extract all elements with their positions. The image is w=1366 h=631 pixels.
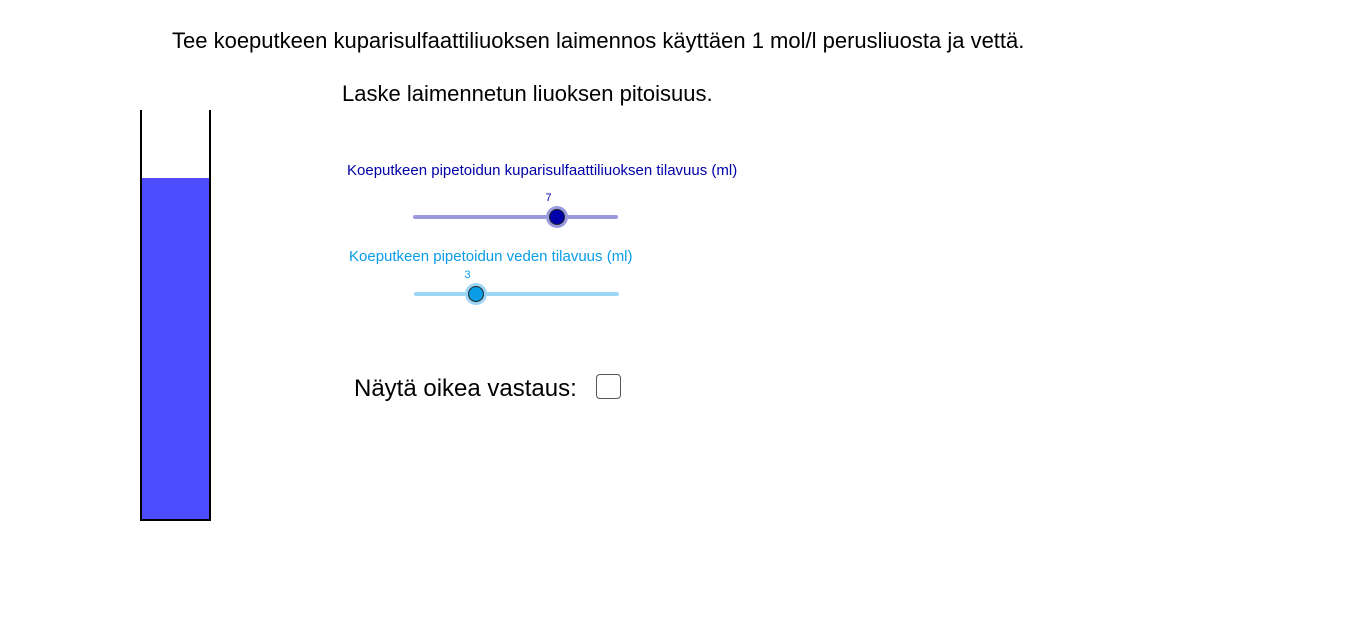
tube-liquid [142,178,209,520]
page-title: Tee koeputkeen kuparisulfaattiliuoksen laimennos käyttäen 1 mol/l perusliuosta ja vettä. [172,28,1025,53]
show-answer-label: Näytä oikea vastaus: [354,375,577,402]
water-slider-label: Koeputkeen pipetoidun veden tilavuus (ml) [349,248,633,265]
copper-slider-value: 7 [545,192,552,204]
instruction-text: Laske laimennetun liuoksen pitoisuus. [342,81,713,106]
water-slider-track[interactable] [414,292,619,296]
water-slider-value: 3 [464,269,471,281]
test-tube [140,110,211,521]
copper-slider-handle[interactable] [549,209,565,225]
copper-slider-track[interactable] [413,215,618,219]
copper-slider-label: Koeputkeen pipetoidun kuparisulfaattiliuoksen tilavuus (ml) [347,162,738,179]
show-answer-checkbox[interactable] [596,374,621,399]
water-slider-handle[interactable] [468,286,484,302]
